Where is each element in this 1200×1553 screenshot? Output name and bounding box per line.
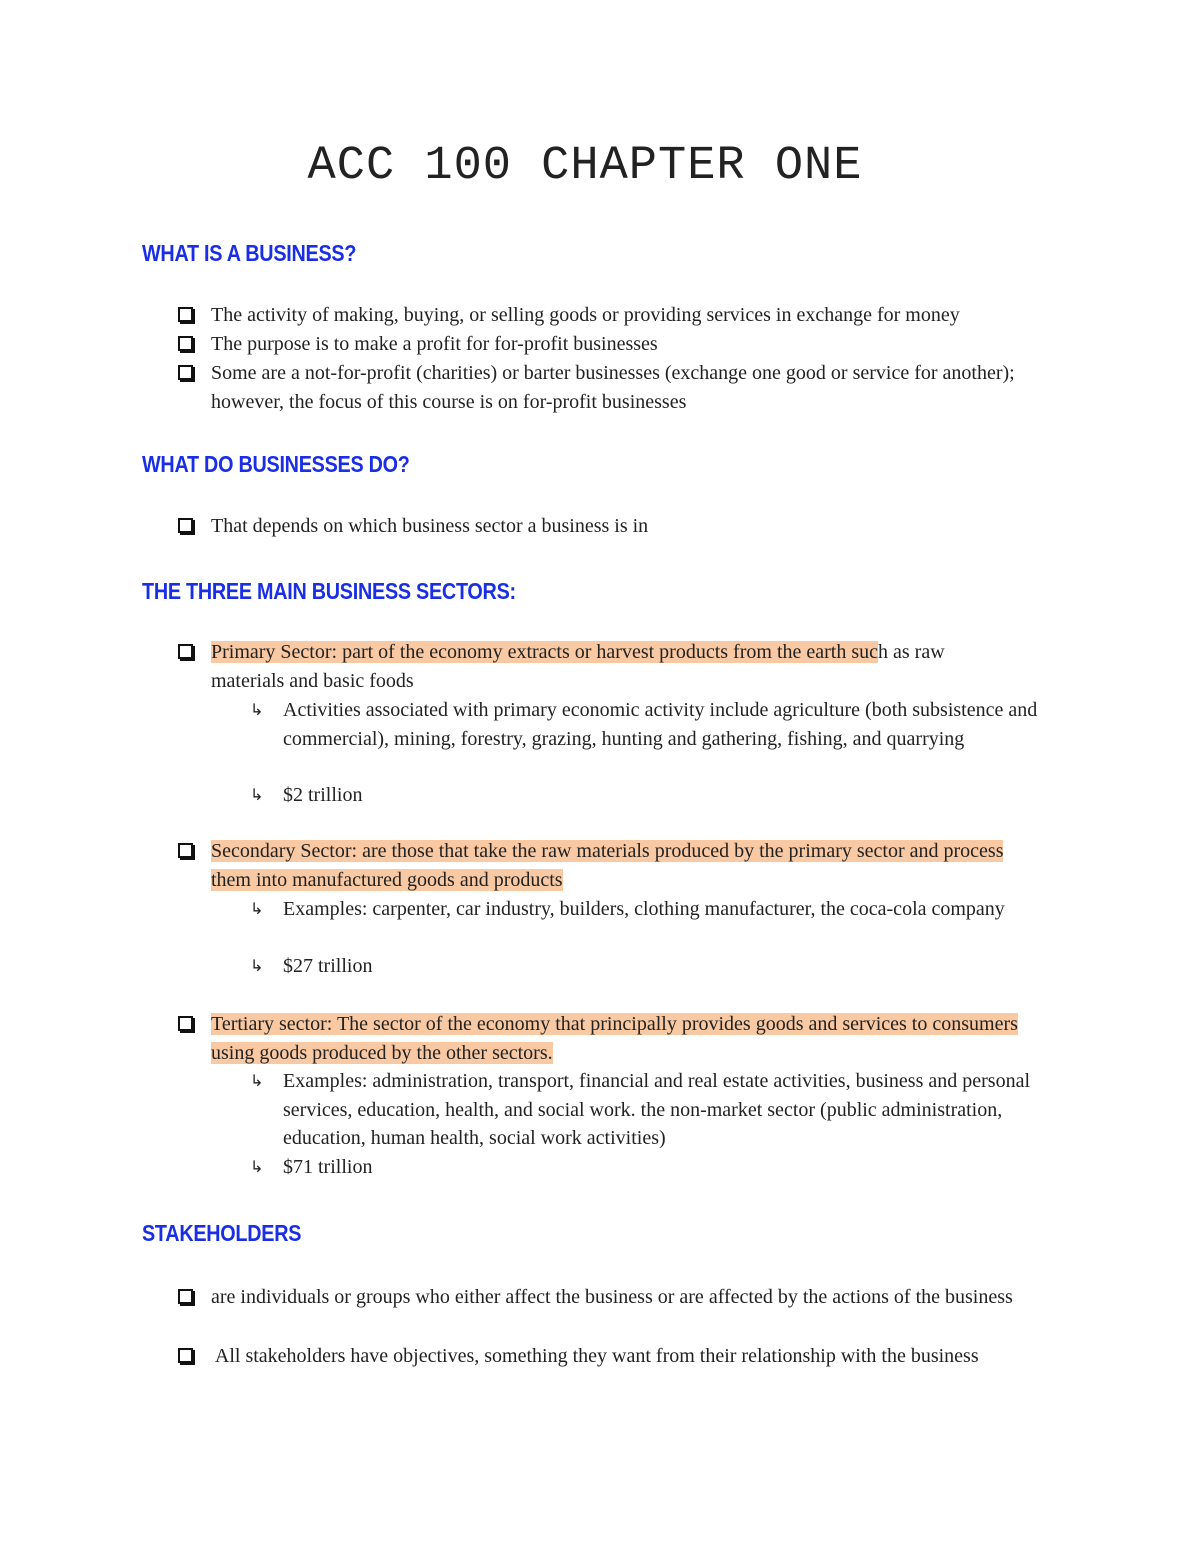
list-item-text [211, 638, 1018, 695]
checkbox-square-icon [178, 1289, 193, 1304]
list-item-text [211, 1010, 1018, 1067]
checkbox-square-icon [178, 336, 193, 351]
section-heading-what-do-businesses-do: WHAT DO BUSINESSES DO? [142, 451, 410, 477]
return-arrow-icon: ↳ [250, 956, 264, 975]
list-item-text: are individuals or groups who either affect the business or are affected by the actions of the business [211, 1286, 1013, 1308]
highlighted-text: Secondary Sector: are those that take the raw materials produced by the primary sector and process them into manufactured goods and products [211, 840, 1004, 891]
list-item-text: The purpose is to make a profit for for-profit businesses [211, 333, 658, 355]
checkbox-square-icon [178, 518, 193, 533]
list-item [178, 512, 1058, 541]
sub-list-item-text: Examples: administration, transport, financial and real estate activities, business and personal services, education, health, and social work. the non-market sector (public administration, education, human health, social work activities) [283, 1070, 1031, 1149]
section-heading-stakeholders: STAKEHOLDERS [142, 1220, 302, 1246]
sub-list-item [250, 696, 1050, 753]
checkbox-square-icon [178, 644, 193, 659]
sub-list-item [250, 781, 1050, 810]
list-item [178, 301, 1058, 330]
sub-list-item [250, 952, 1050, 981]
sub-list-item-text: Examples: carpenter, car industry, builders, clothing manufacturer, the coca-cola company [283, 898, 1005, 920]
list-item [178, 1342, 1078, 1371]
sub-list-item [250, 895, 1010, 924]
list-item-secondary-sector [178, 837, 1018, 894]
return-arrow-icon: ↳ [250, 1157, 264, 1176]
list-item-primary-sector [178, 638, 1018, 695]
sub-list-item-text: $71 trillion [283, 1156, 373, 1178]
return-arrow-icon: ↳ [250, 1071, 264, 1090]
list-item-text: The activity of making, buying, or selling goods or providing services in exchange for money [211, 304, 960, 326]
sub-list-item [250, 1067, 1050, 1153]
checkbox-square-icon [178, 1348, 193, 1363]
sub-list-item-text: Activities associated with primary economic activity include agriculture (both subsistence and commercial), mining, forestry, grazing, hunting and gathering, fishing, and quarrying [283, 699, 1038, 750]
checkbox-square-icon [178, 365, 193, 380]
return-arrow-icon: ↳ [250, 700, 264, 719]
list-item-text: That depends on which business sector a business is in [211, 515, 649, 537]
sub-list-item [250, 1153, 1050, 1182]
list-item-text: All stakeholders have objectives, something they want from their relationship with the business [211, 1345, 979, 1367]
section-heading-business-sectors: THE THREE MAIN BUSINESS SECTORS: [142, 578, 516, 604]
list-item-tertiary-sector [178, 1010, 1018, 1067]
checkbox-square-icon [178, 1016, 193, 1031]
checkbox-square-icon [178, 307, 193, 322]
highlighted-text: Primary Sector: part of the economy extracts or harvest products from the earth suc [211, 641, 879, 663]
list-item-text [211, 837, 1018, 894]
list-item [178, 330, 1058, 359]
section-heading-what-is-a-business: WHAT IS A BUSINESS? [142, 240, 357, 266]
plain-text: h as raw materials and basic foods [211, 641, 945, 692]
page-title: ACC 100 CHAPTER ONE [307, 140, 863, 193]
list-item [178, 1283, 1018, 1312]
return-arrow-icon: ↳ [250, 899, 264, 918]
sub-list-item-text: $27 trillion [283, 955, 373, 977]
list-item [178, 359, 1018, 416]
list-item-text: Some are a not-for-profit (charities) or barter businesses (exchange one good or service for another); however, the focus of this course is on for-profit businesses [211, 362, 1015, 413]
return-arrow-icon: ↳ [250, 785, 264, 804]
checkbox-square-icon [178, 843, 193, 858]
highlighted-text: Tertiary sector: The sector of the economy that principally provides goods and services to consumers using goods produced by the other sectors. [211, 1013, 1018, 1064]
sub-list-item-text: $2 trillion [283, 784, 363, 806]
